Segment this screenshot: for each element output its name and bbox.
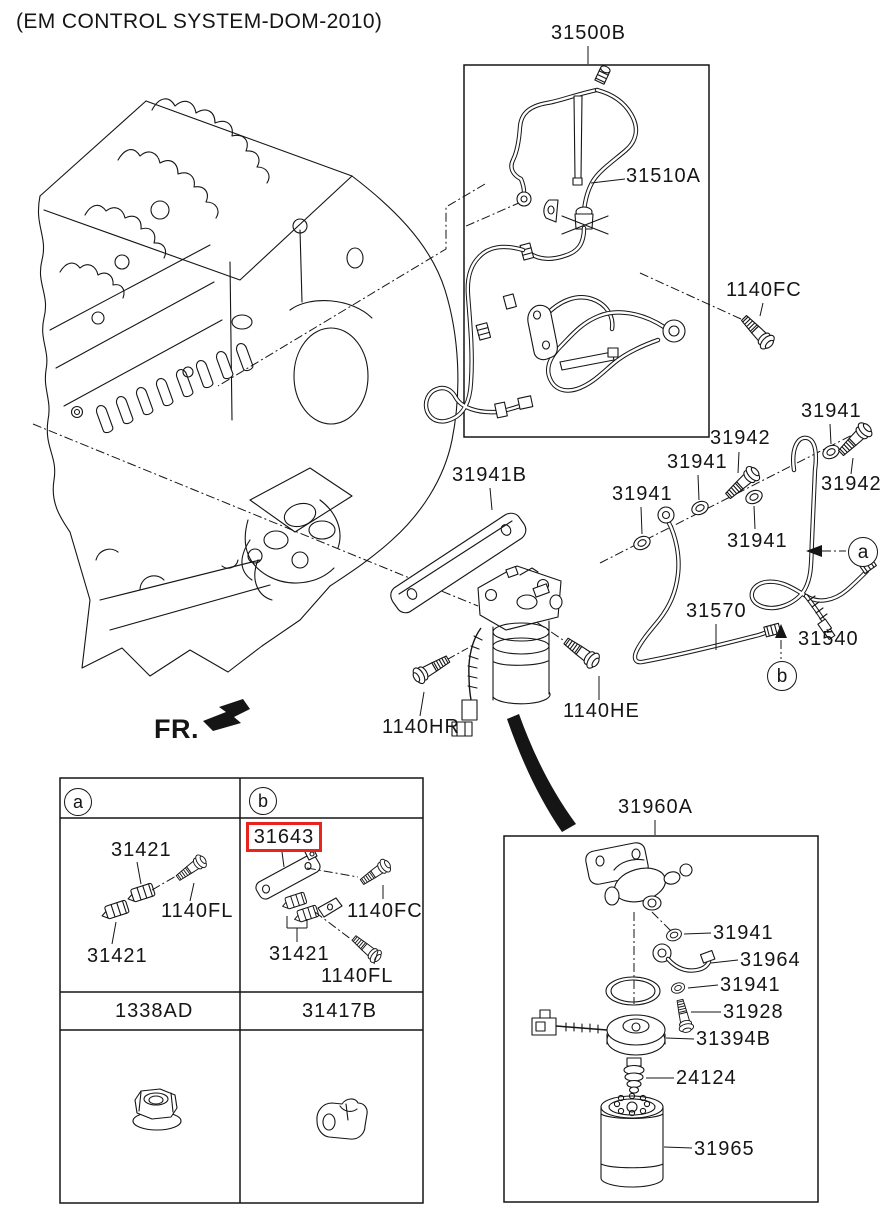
table-callout-1140FL-b: 1140FL bbox=[321, 965, 394, 987]
callout-31941-left: 31941 bbox=[612, 483, 673, 505]
callout-31394B: 31394B bbox=[696, 1028, 771, 1050]
callout-31510A: 31510A bbox=[626, 165, 701, 187]
callout-31942-right: 31942 bbox=[821, 473, 882, 495]
construction-lines bbox=[33, 184, 866, 668]
highlighted-part-31643: 31643 bbox=[246, 822, 322, 852]
table-callout-31421-top: 31421 bbox=[111, 839, 172, 861]
callout-31941-topright: 31941 bbox=[801, 400, 862, 422]
table-callout-1140FL-a: 1140FL bbox=[161, 900, 234, 922]
callout-31965: 31965 bbox=[694, 1138, 755, 1160]
view-b-marker: b bbox=[767, 661, 797, 691]
callout-31942-mid: 31942 bbox=[710, 427, 771, 449]
table-part-1338AD: 1338AD bbox=[115, 1000, 194, 1022]
callout-31570: 31570 bbox=[686, 600, 747, 622]
callout-31540: 31540 bbox=[798, 628, 859, 650]
front-marker-label: FR. bbox=[154, 714, 199, 744]
table-header-b: b bbox=[249, 787, 277, 815]
callout-1140HE: 1140HE bbox=[563, 700, 640, 722]
callout-31960A: 31960A bbox=[618, 796, 693, 818]
callout-24124: 24124 bbox=[676, 1067, 737, 1089]
callout-1140HR: 1140HR bbox=[382, 716, 460, 738]
callout-31941B: 31941B bbox=[452, 464, 527, 486]
callout-31928: 31928 bbox=[723, 1001, 784, 1023]
view-a-marker: a bbox=[848, 537, 878, 567]
page-title: (EM CONTROL SYSTEM-DOM-2010) bbox=[16, 10, 383, 33]
callout-31941-center: 31941 bbox=[727, 530, 788, 552]
table-callout-31421-bottom: 31421 bbox=[87, 945, 148, 967]
table-callout-1140FC-b: 1140FC bbox=[347, 900, 423, 922]
table-header-a: a bbox=[64, 788, 92, 816]
callout-1140FC-top: 1140FC bbox=[726, 279, 802, 301]
fuel-pipe-kit-box bbox=[426, 65, 709, 437]
callout-31500B: 31500B bbox=[551, 22, 626, 44]
callout-31941-box2: 31941 bbox=[720, 974, 781, 996]
callout-31941-box1: 31941 bbox=[713, 922, 774, 944]
table-part-31417B: 31417B bbox=[302, 1000, 377, 1022]
front-direction-arrow bbox=[203, 699, 250, 731]
callout-31964: 31964 bbox=[740, 949, 801, 971]
callout-31941-mid: 31941 bbox=[667, 451, 728, 473]
table-callout-31421-b: 31421 bbox=[269, 943, 330, 965]
